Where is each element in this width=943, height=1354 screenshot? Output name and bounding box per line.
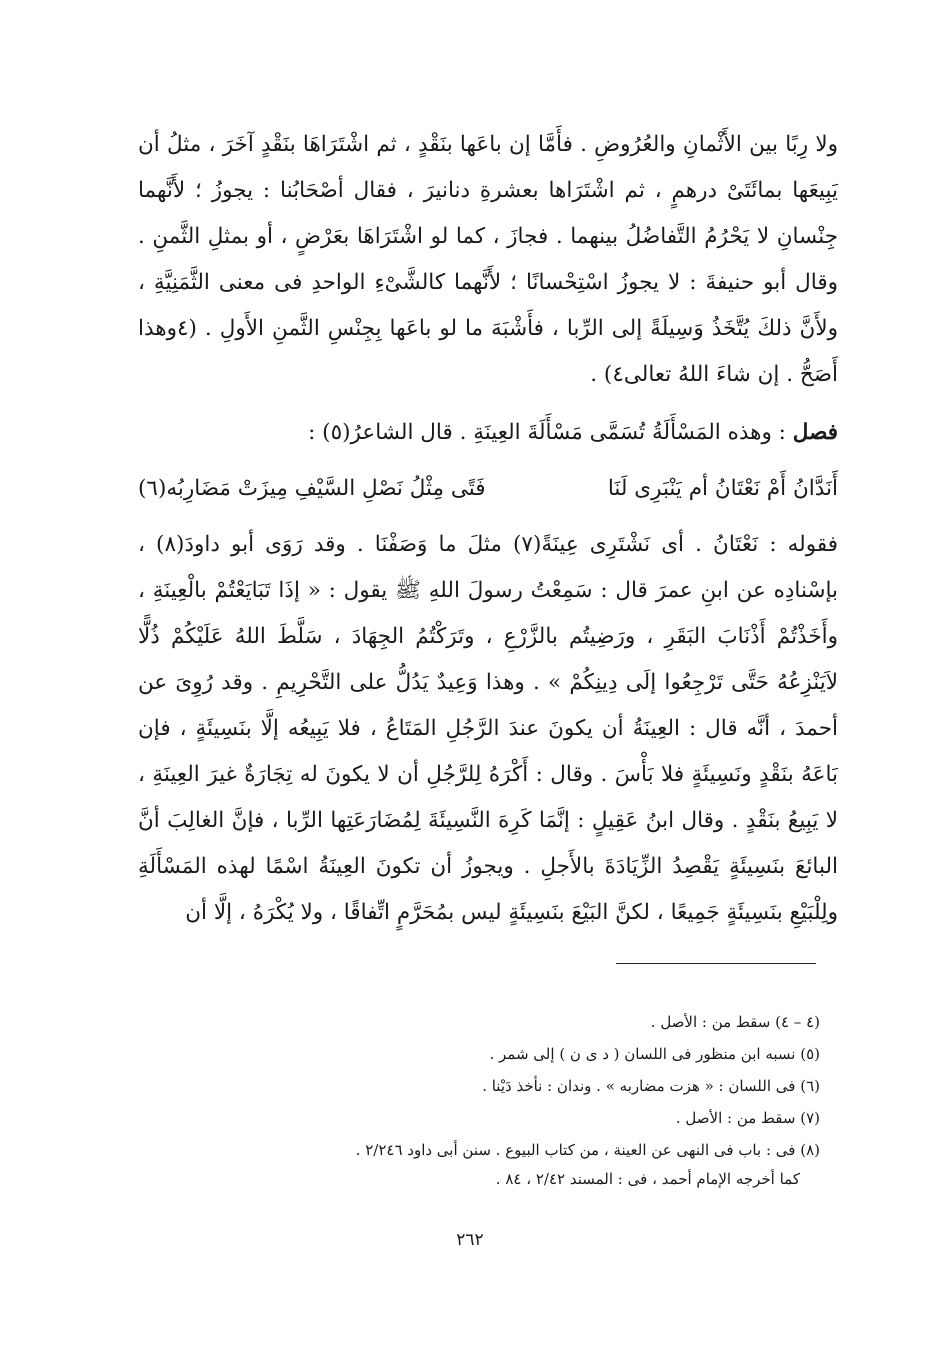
footnotes bbox=[290, 1006, 820, 1192]
section-paragraph bbox=[138, 410, 838, 456]
footnote-7: (٧) سقط من : الأصل . bbox=[675, 1109, 820, 1127]
verse-first-hemistich: أَنَدَّانُ أَمْ نَعْتَانُ أم يَنْبَرِى لَنَا bbox=[607, 476, 838, 501]
footnote-separator bbox=[616, 963, 816, 964]
verse-second-hemistich: فَتًى مِثْلُ نَصْلِ السَّيْفِ مِيزَتْ مَضَارِبُه(٦) bbox=[138, 476, 486, 501]
paragraph-1: ولا رِبًا بين الأَثْمانِ والعُرُوضِ . فأَمَّا إن باعَها بنَقْدٍ ، ثم اشْتَرَاهَا بنَقْدٍ آخَرَ ، مثلُ أن يَبِيعَها بمائَتَىْ درهمٍ ، ثم اشْتَرَاها بعشرةِ دنانيرَ ، فقال أصْحَابُنا : يجوزُ ؛ لأَنَّهما جِنْسانِ لا يَحْرُمُ التَّفاضُلُ بينهما . فجازَ ، كما لو اشْتَرَاهَا بعَرْضٍ ، أو بمثلِ الثَّمنِ . وقال أبو حنيفةَ : لا يجوزُ اسْتِحْسانًا ؛ لأَنَّهما كالشَّىْءِ الواحدِ فى معنى الثَّمَنِيَّةِ ، ولأَنَّ ذلكَ يُتَّخَذُ وَسِيلَةً إلى الرِّبا ، فأَشْبَهَ ما لو باعَها بِجِنْسِ الثَّمنِ الأَولِ . (٤وهذا أَصَحُّ . إن شاءَ اللهُ تعالى٤) . bbox=[138, 132, 838, 387]
footnote-4: (٤ – ٤) سقط من : الأصل . bbox=[650, 1013, 820, 1031]
footnote-6: (٦) فى اللسان : « هزت مضاربه » . وندان : نأخذ دَيْنا . bbox=[482, 1077, 820, 1095]
footnote-8: (٨) فى : باب فى النهى عن العينة ، من كتاب البيوع . سنن أبى داود ٢/٢٤٦ . bbox=[355, 1141, 820, 1159]
poetry-verse bbox=[138, 466, 838, 512]
paragraph-2: فقوله : نَعْتَانُ . أى نَشْتَرِى عِينَةً(٧) مثلَ ما وَصَفْنَا . وقد رَوَى أبو داودَ(٨) ، بإسْنادِه عن ابنِ عمرَ قال : سَمِعْتُ رسولَ اللهِ ﷺ يقول : « إذَا تَبَايَعْتُمْ بالْعِينَةِ ، وأَخَذْتُمْ أَذْنَابَ البَقَرِ ، ورَضِيتُم بالزَّرْعِ ، وتَرَكْتُمُ الجِهَادَ ، سَلَّطَ اللهُ عَلَيْكُمْ ذُلًّا لاَيَنْزِعُهُ حَتَّى تَرْجِعُوا إلَى دِينِكُمْ » . وهذا وَعِيدٌ يَدُلُّ على التَّحْرِيمِ . وقد رُوِىَ عن أحمدَ ، أنَّه قال : العِينَةُ أن يكونَ عندَ الرَّجُلِ المَتَاعُ ، فلا يَبِيعُه إلَّا بنَسِيئَةٍ ، فإن بَاعَهُ بنَقْدٍ ونَسِيئَةٍ فلا بَأْسَ . وقال : أَكْرَهُ لِلرَّجُلِ أن لا يكونَ له تِجَارَةٌ غيرَ العِينَةِ ، لا يَبِيعُ بنَقْدٍ . وقال ابنُ عَقِيلٍ : إنَّمَا كَرِهَ النَّسِيئَةَ لِمُضَارَعَتِها الرِّبا ، فإنَّ الغالِبَ أنَّ البائعَ بنَسِيئَةٍ يَقْصِدُ الزِّيَادَةَ بالأَجلِ . ويجوزُ أن تكونَ العِينَةُ اسْمًا لهذه المَسْأَلَةِ ولِلْبَيْعِ بنَسِيئَةٍ جَمِيعًا ، لكنَّ البَيْعَ بنَسِيئَةٍ ليس بمُحَرَّمٍ اتِّفاقًا ، ولا يُكْرَهُ ، إلَّا أن bbox=[138, 532, 838, 925]
footnote-5: (٥) نسبه ابن منظور فى اللسان ( د ى ن ) إلى شمر . bbox=[489, 1045, 820, 1063]
footnote-8-continuation: كما أخرجه الإمام أحمد ، فى : المسند ٢/٤٢ ، ٨٤ . bbox=[495, 1170, 800, 1188]
main-text bbox=[138, 122, 838, 936]
section-intro-text: : وهذه المَسْأَلَةُ تُسَمَّى مَسْأَلَةَ العِينَةِ . قال الشاعرُ(٥) : bbox=[308, 420, 786, 445]
section-heading: فصل bbox=[792, 420, 838, 445]
page-number: ٢٦٢ bbox=[456, 1230, 484, 1250]
